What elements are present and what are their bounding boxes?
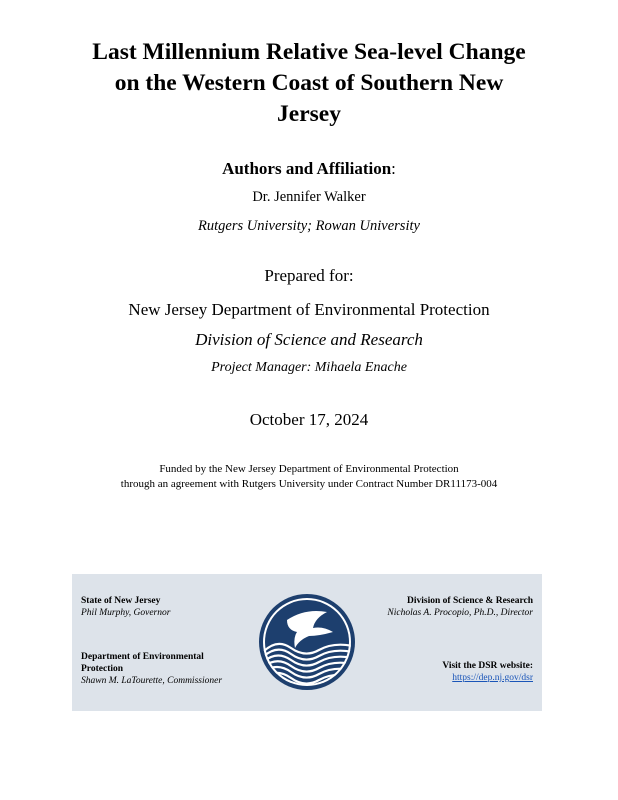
dsr-block <box>387 595 533 619</box>
funding-statement <box>0 462 618 492</box>
visit-label: Visit the DSR website: <box>442 661 533 671</box>
authors-heading <box>0 159 618 179</box>
dsr-person: Nicholas A. Procopio, Ph.D., Director <box>387 608 533 618</box>
dep-person: Shawn M. LaTourette, Commissioner <box>81 676 223 686</box>
report-date: October 17, 2024 <box>249 410 369 429</box>
prepared-for-division: Division of Science and Research <box>195 330 423 349</box>
prepared-for-label: Prepared for: <box>264 266 354 285</box>
funding-line-2: through an agreement with Rutgers University under Contract Number DR11173-004 <box>120 478 498 490</box>
state-person: Phil Murphy, Governor <box>81 608 171 618</box>
authors-heading-colon: : <box>391 159 396 178</box>
state-block <box>81 595 170 619</box>
dsr-website-link[interactable]: https://dep.nj.gov/dsr <box>452 673 533 683</box>
title-line-1: Last Millennium Relative Sea-level Change <box>92 39 526 65</box>
authors-heading-text: Authors and Affiliation <box>222 159 392 178</box>
title-line-3: Jersey <box>277 101 341 127</box>
dsr-title: Division of Science & Research <box>407 596 533 606</box>
funding-line-1: Funded by the New Jersey Department of Environmental Protection <box>159 463 459 475</box>
report-title <box>0 37 618 130</box>
dep-title: Department of Environmental Protection <box>81 652 204 674</box>
author-name: Dr. Jennifer Walker <box>252 189 366 205</box>
njdep-seal-logo <box>257 590 357 694</box>
project-manager: Project Manager: Mihaela Enache <box>211 360 407 375</box>
title-line-2: on the Western Coast of Southern New <box>114 70 504 96</box>
state-title: State of New Jersey <box>81 596 161 606</box>
footer-banner <box>72 574 542 711</box>
dep-block <box>81 651 231 687</box>
author-affiliation: Rutgers University; Rowan University <box>198 218 420 234</box>
visit-block <box>442 660 533 684</box>
prepared-for-department: New Jersey Department of Environmental Protection <box>128 300 490 319</box>
